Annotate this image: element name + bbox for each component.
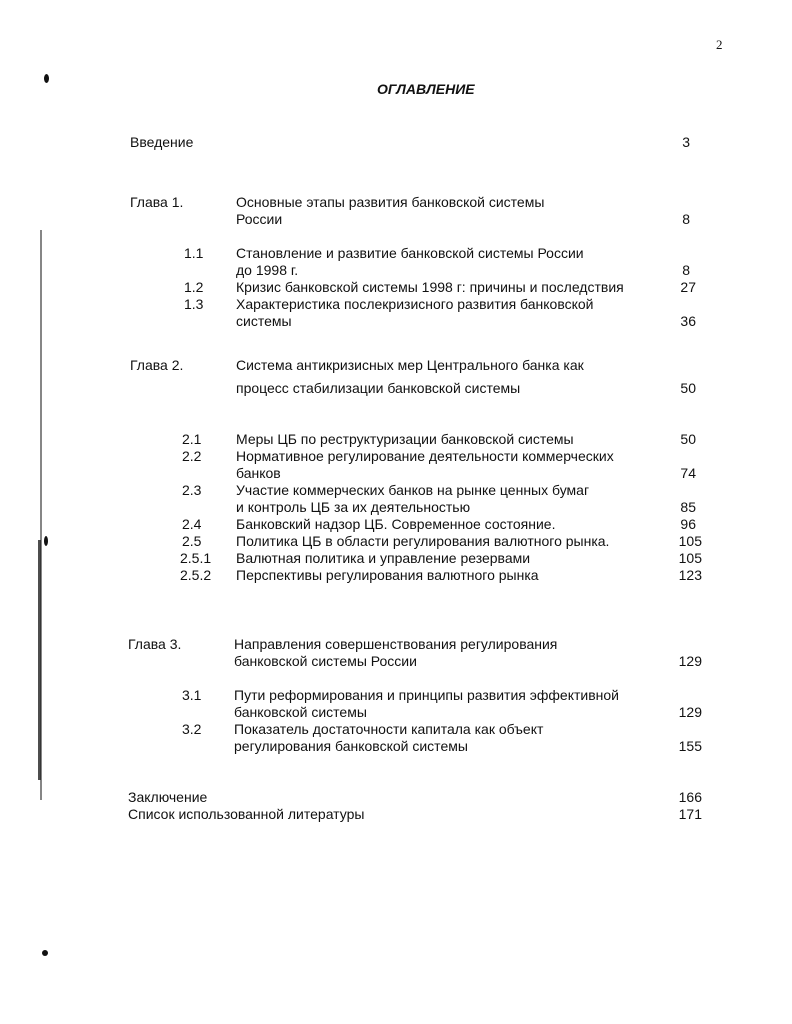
section-number: 2.5.2: [180, 567, 212, 583]
chapter-title-line: Направления совершенствования регулирования: [234, 636, 558, 652]
section-line: Характеристика послекризисного развития банковской: [236, 296, 594, 312]
chapter-title-line: банковской системы России: [234, 653, 417, 669]
section-number: 2.1: [182, 431, 202, 447]
section-line: Валютная политика и управление резервами: [236, 550, 531, 566]
section-number: 2.5.1: [180, 550, 212, 566]
chapter-label: Глава 1.: [130, 194, 184, 210]
toc-intro-page: 3: [682, 134, 690, 150]
section-page: 85: [680, 499, 696, 515]
section-number: 2.4: [182, 516, 202, 532]
chapter-title-line: Система антикризисных мер Центрального банка как: [236, 357, 584, 373]
section-line: Политика ЦБ в области регулирования валютного рынка.: [236, 533, 610, 549]
chapter-title-line: процесс стабилизации банковской системы: [236, 380, 521, 396]
section-line: Меры ЦБ по реструктуризации банковской системы: [236, 431, 574, 447]
page-title: ОГЛАВЛЕНИЕ: [377, 81, 475, 97]
section-page: 8: [682, 262, 690, 278]
section-number: 3.1: [182, 687, 202, 703]
section-number: 2.5: [182, 533, 202, 549]
scan-speck: [44, 74, 49, 83]
section-line: Перспективы регулирования валютного рынка: [236, 567, 539, 583]
section-number: 2.3: [182, 482, 202, 498]
section-number: 1.1: [184, 245, 204, 261]
section-line: регулирования банковской системы: [234, 738, 468, 754]
toc-intro-label: Введение: [130, 134, 194, 150]
scan-speck: [44, 536, 48, 546]
section-line: Становление и развитие банковской системы России: [236, 245, 584, 261]
section-line: Участие коммерческих банков на рынке ценных бумаг: [236, 482, 590, 498]
section-line: Нормативное регулирование деятельности коммерческих: [236, 448, 614, 464]
toc-conclusion-page: 166: [678, 789, 702, 805]
chapter-title-line: России: [236, 211, 283, 227]
section-page: 96: [680, 516, 696, 532]
scan-speck: [42, 950, 48, 956]
section-page: 123: [678, 567, 702, 583]
section-page: 105: [678, 533, 702, 549]
page-number: 2: [716, 37, 723, 52]
section-line: системы: [236, 313, 292, 329]
section-page: 155: [678, 738, 702, 754]
section-number: 3.2: [182, 721, 202, 737]
section-page: 36: [680, 313, 696, 329]
section-line: банков: [236, 465, 281, 481]
section-page: 50: [680, 431, 696, 447]
chapter-page: 8: [682, 211, 690, 227]
section-line: банковской системы: [234, 704, 367, 720]
section-page: 27: [680, 279, 696, 295]
section-page: 74: [680, 465, 696, 481]
section-line: Показатель достаточности капитала как объект: [234, 721, 544, 737]
chapter-page: 50: [680, 380, 696, 396]
section-line: Банковский надзор ЦБ. Современное состояние.: [236, 516, 556, 532]
chapter-label: Глава 3.: [128, 636, 182, 652]
toc-conclusion-label: Заключение: [128, 789, 208, 805]
chapter-title-line: Основные этапы развития банковской системы: [236, 194, 545, 210]
chapter-page: 129: [678, 653, 702, 669]
section-line: Кризис банковской системы 1998 г: причины и последствия: [236, 279, 624, 295]
section-line: и контроль ЦБ за их деятельностью: [236, 499, 471, 515]
toc-references-label: Список использованной литературы: [128, 806, 365, 822]
section-number: 1.3: [184, 296, 204, 312]
toc-references-page: 171: [678, 806, 702, 822]
section-page: 129: [678, 704, 702, 720]
chapter-label: Глава 2.: [130, 357, 184, 373]
section-page: 105: [678, 550, 702, 566]
section-number: 1.2: [184, 279, 204, 295]
section-number: 2.2: [182, 448, 202, 464]
scan-margin-line: [38, 540, 41, 780]
section-line: Пути реформирования и принципы развития эффективной: [234, 687, 620, 703]
section-line: до 1998 г.: [236, 262, 299, 278]
